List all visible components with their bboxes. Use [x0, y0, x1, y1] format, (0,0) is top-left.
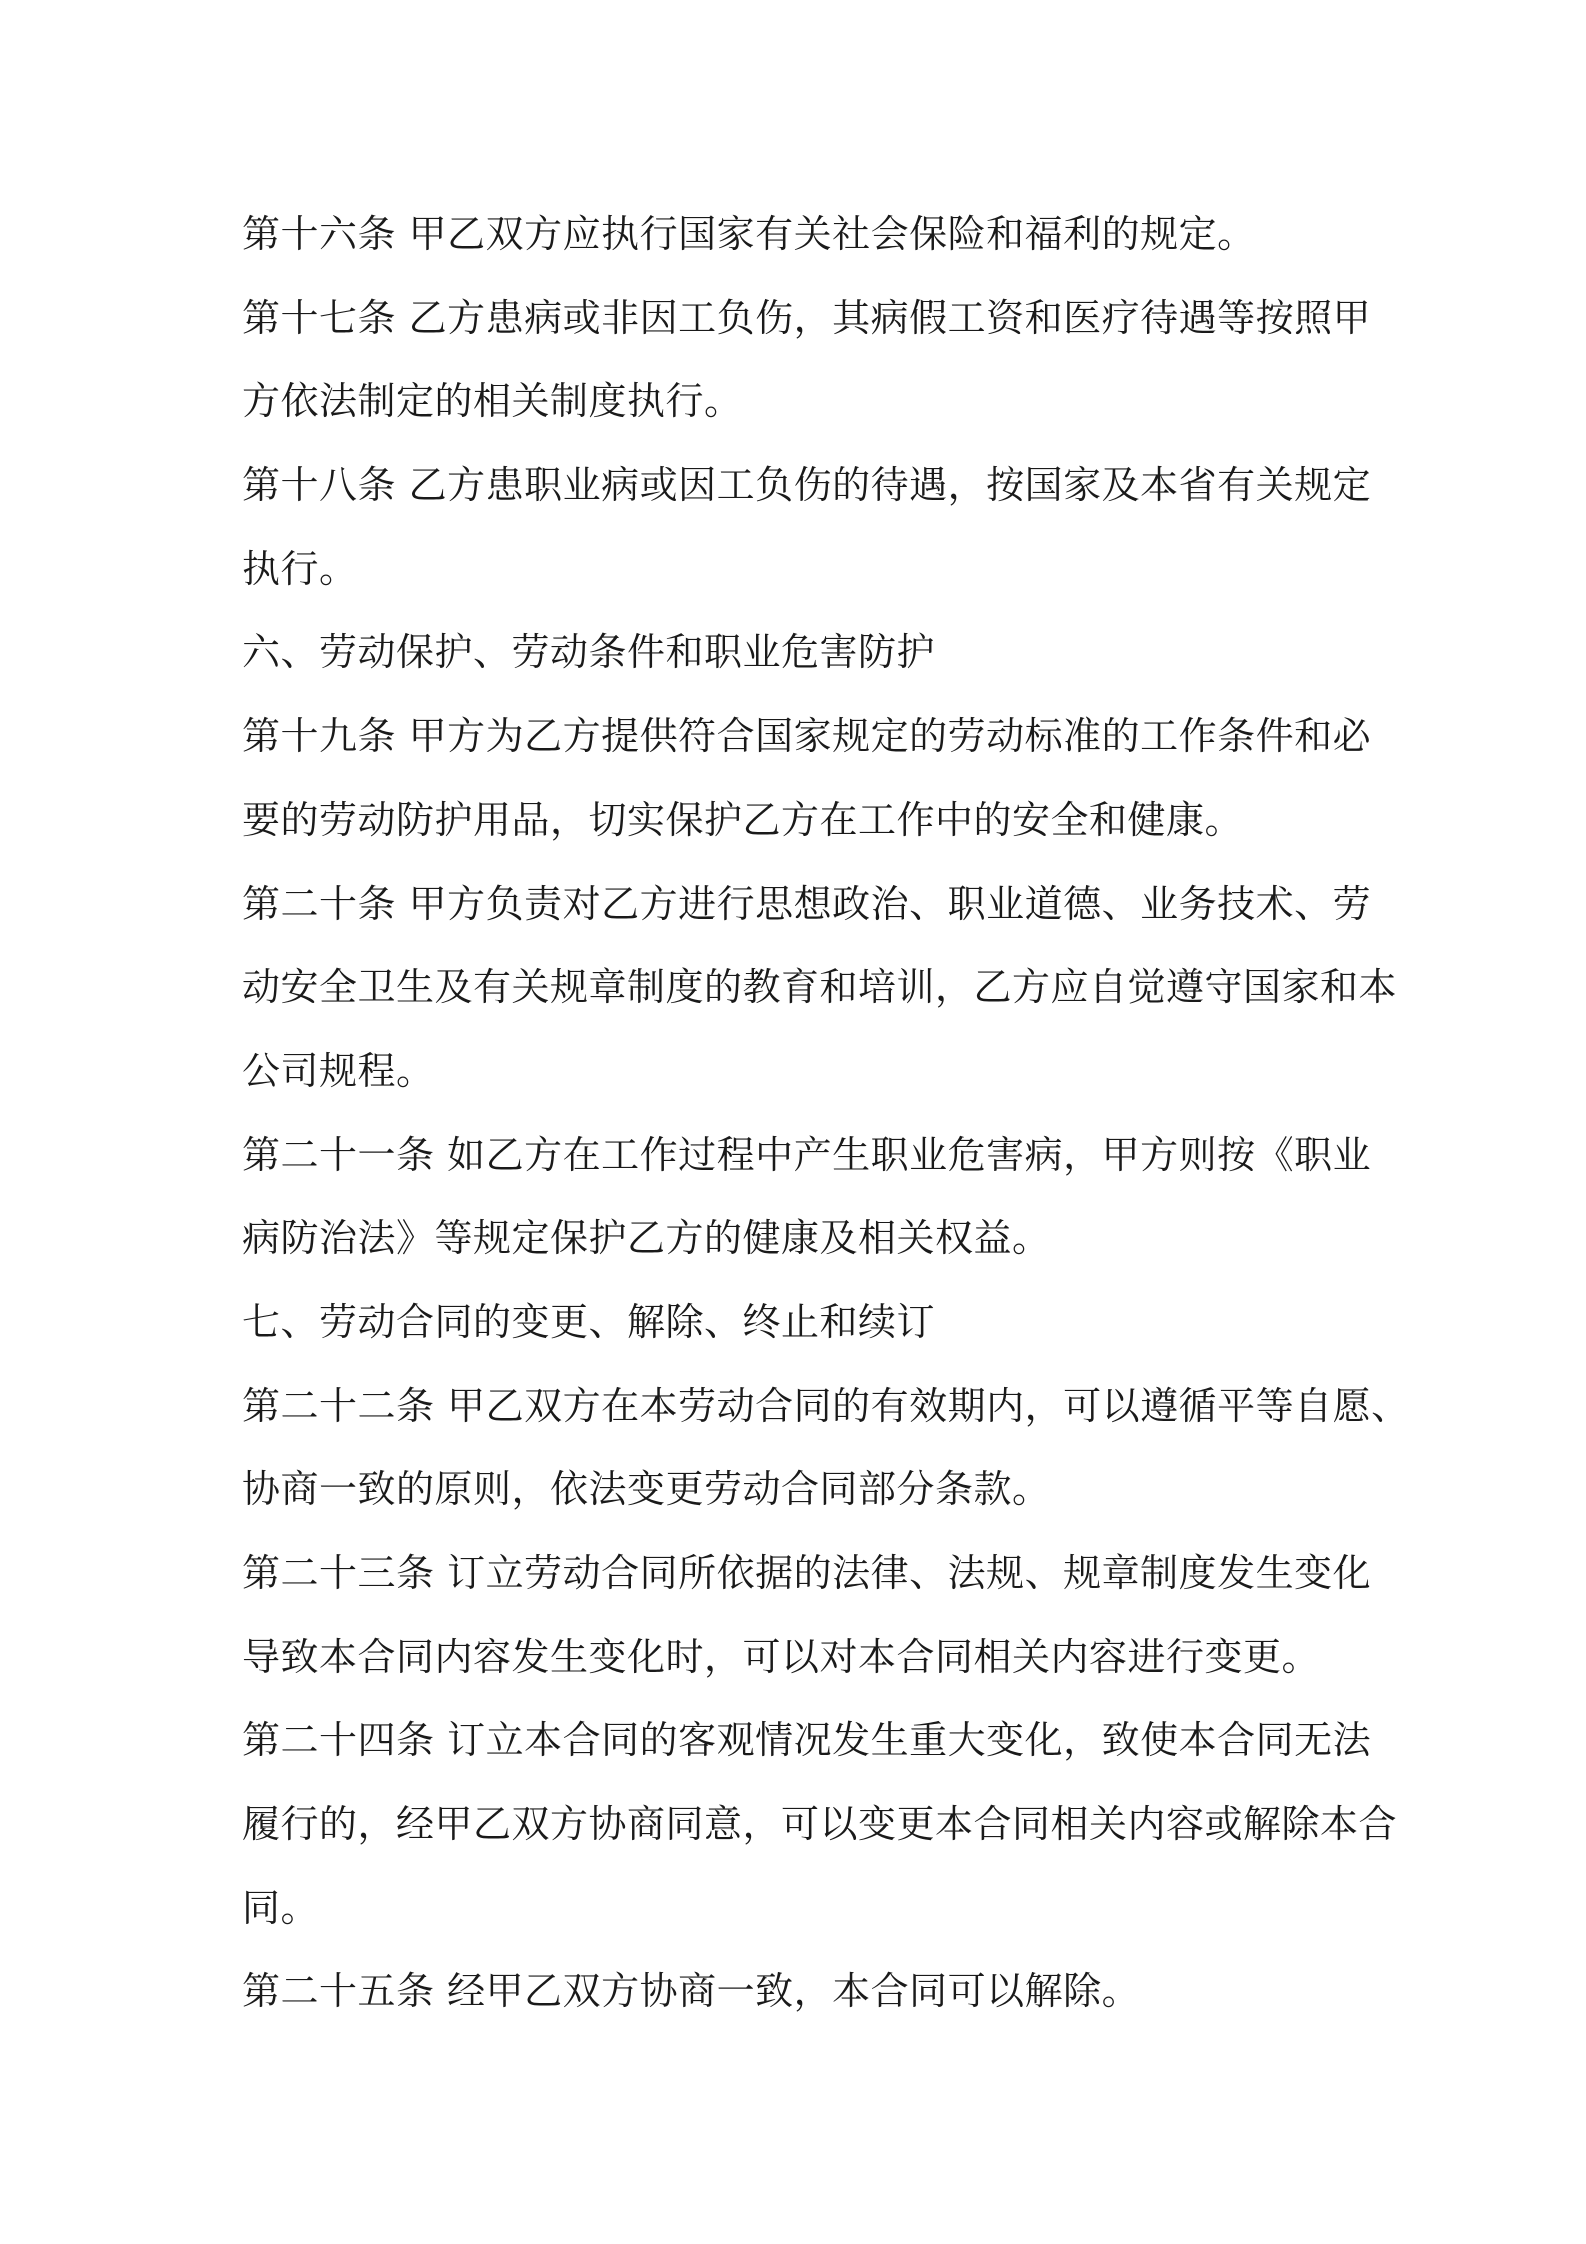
section-heading: 七、劳动合同的变更、解除、终止和续订 — [242, 1299, 936, 1344]
section-heading: 六、劳动保护、劳动条件和职业危害防护 — [242, 630, 936, 675]
text-line: 第二十条 甲方负责对乙方进行思想政治、职业道德、业务技术、劳 — [242, 881, 1372, 926]
text-line: 执行。 — [242, 546, 358, 591]
text-line: 第十六条 甲乙双方应执行国家有关社会保险和福利的规定。 — [242, 212, 1256, 256]
text-line: 履行的，经甲乙双方协商同意，可以变更本合同相关内容或解除本合 — [242, 1802, 1398, 1847]
text-line: 第十九条 甲方为乙方提供符合国家规定的劳动标准的工作条件和必 — [242, 714, 1372, 759]
text-line: 病防治法》等规定保护乙方的健康及相关权益。 — [242, 1216, 1051, 1261]
text-line: 协商一致的原则，依法变更劳动合同部分条款。 — [242, 1467, 1051, 1512]
text-line: 第二十二条 甲乙双方在本劳动合同的有效期内，可以遵循平等自愿、 — [242, 1383, 1410, 1428]
text-line: 第二十四条 订立本合同的客观情况发生重大变化，致使本合同无法 — [242, 1718, 1372, 1763]
text-line: 第二十一条 如乙方在工作过程中产生职业危害病，甲方则按《职业 — [242, 1132, 1372, 1177]
text-line: 方依法制定的相关制度执行。 — [242, 379, 743, 424]
text-line: 第十七条 乙方患病或非因工负伤，其病假工资和医疗待遇等按照甲 — [242, 295, 1372, 340]
text-line: 动安全卫生及有关规章制度的教育和培训，乙方应自觉遵守国家和本 — [242, 965, 1398, 1010]
text-line: 要的劳动防护用品，切实保护乙方在工作中的安全和健康。 — [242, 797, 1244, 842]
text-line: 第十八条 乙方患职业病或因工负伤的待遇，按国家及本省有关规定 — [242, 463, 1372, 508]
document-body — [242, 193, 1410, 2034]
text-line: 公司规程。 — [242, 1048, 435, 1093]
text-line: 第二十五条 经甲乙双方协商一致，本合同可以解除。 — [242, 1969, 1141, 2014]
text-line: 导致本合同内容发生变化时，可以对本合同相关内容进行变更。 — [242, 1634, 1321, 1679]
text-line: 第二十三条 订立劳动合同所依据的法律、法规、规章制度发生变化 — [242, 1551, 1372, 1595]
text-line: 同。 — [242, 1885, 320, 1930]
